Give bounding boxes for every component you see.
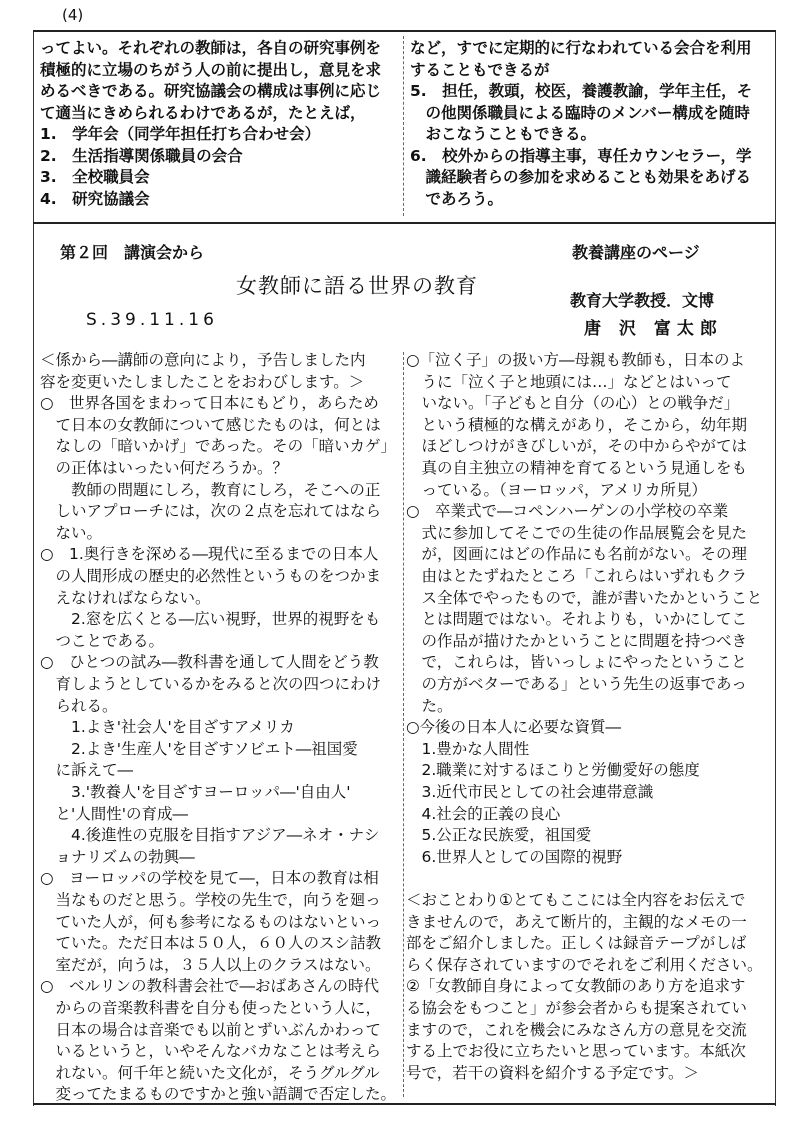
column-divider <box>403 352 404 1097</box>
right-column-line: ○「泣く子」の扱い方―母親も教師も，日本のよ <box>406 351 746 369</box>
right-column-line: る協会をもつこと」が参会者からも提案されてい <box>406 999 748 1017</box>
corner-title: 教養講座のページ <box>572 243 700 262</box>
right-column-line: らく保存されていますのでそれをご利用ください。 <box>406 955 763 974</box>
left-column-line: しいアプローチには，次の２点を忘れてはなら <box>40 502 382 521</box>
left-column-line: ない。 <box>40 523 103 542</box>
top-right-line: 識経験者らの参加を求めることも効果をあげる <box>410 168 752 186</box>
left-column-line: ていた。ただ日本は５０人，６０人のスシ詰教 <box>40 934 382 953</box>
left-column-line: ○ ヨーロッパの学校を見て―，日本の教育は相 <box>40 869 379 888</box>
left-column-line: つことである。 <box>40 631 165 650</box>
lecturer-affiliation: 教育大学教授．文博 <box>570 291 715 310</box>
right-column-line: きませんので，あえて断片的，主観的なメモの一 <box>406 912 747 931</box>
right-column-line: 4.社会的正義の良心 <box>406 804 561 823</box>
top-right-line: の他関係職員による臨時のメンバー構成を随時 <box>410 103 750 122</box>
top-left-line: 積極的に立場のちがう人の前に提出し，意見を求 <box>40 60 382 79</box>
left-column-line: に訴えて― <box>40 761 134 780</box>
left-column-line: 教師の問題にしろ，教育にしろ，そこへの正 <box>40 480 381 499</box>
top-right-line: することもできるが <box>410 60 550 79</box>
top-left-line: 4. 研究協議会 <box>40 189 150 208</box>
right-column-line: 真の自主独立の精神を育てるという見通しをも <box>406 459 748 477</box>
left-column-line: 2.よき'生産人'を目ざすソビエト―祖国愛 <box>40 739 358 758</box>
left-column-line: えなければならない。 <box>40 588 211 607</box>
left-column-line: 2.窓を広くとる―広い視野，世界的視野をも <box>40 610 381 629</box>
series-label: 第２回 講演会から <box>60 243 205 262</box>
left-column-line: の正体はいったい何だろうか。？ <box>40 459 289 477</box>
left-column-line: の人間形成の歴史的必然性というものをつかま <box>40 567 382 585</box>
left-column-line: られる。 <box>40 696 118 715</box>
left-column-line: からの音楽教科書を自分も使ったという人に， <box>40 999 382 1017</box>
left-column-line: ていた人が，何も参考になるものはないといっ <box>40 912 382 931</box>
right-border <box>775 30 776 1106</box>
right-column-line: ス全体でやったもので，誰が書いたかということ <box>406 588 763 607</box>
left-column-line: 育しようとしているかをみると次の四つにわけ <box>40 675 382 693</box>
right-column-line: 部をご紹介しました。正しくは録音テープがしば <box>406 934 747 953</box>
right-column-line: ○今後の日本人に必要な資質― <box>406 718 622 737</box>
right-column-line: 式に参加してそこでの生徒の作品展覧会を見た <box>406 523 748 542</box>
left-column-line: 日本の場合は音楽でも以前とずいぶんかわって <box>40 1020 381 1039</box>
right-column-line: の方がベターである」という先生の返事であっ <box>406 675 747 693</box>
right-column-line: 1.豊かな人間性 <box>406 739 530 758</box>
top-right-line: おこなうこともできる。 <box>410 125 597 143</box>
left-column-line: なしの「暗いかげ」であった。その「暗いカゲ」 <box>40 437 396 456</box>
top-right-line: 5. 担任，教頭，校医，養護教諭，学年主任，そ <box>410 82 753 100</box>
left-column-line: ○ 1.奥行きを深める―現代に至るまでの日本人 <box>40 545 379 564</box>
top-left-line: 3. 全校職員会 <box>40 168 150 186</box>
left-column-line: 容を変更いたしましたことをおわびします。＞ <box>40 372 365 391</box>
right-column-line: ＜おことわり①とてもここには全内容をお伝えで <box>406 891 746 909</box>
top-left-line: て適当にきめられるわけであるが，たとえば， <box>40 103 366 122</box>
section-divider <box>33 222 776 224</box>
left-column-line: 4.後進性の克服を目指すアジア―ネオ・ナシ <box>40 826 380 845</box>
right-column-line: 号で，若干の資料を紹介する予定です。＞ <box>406 1063 699 1082</box>
lecture-date: S.39.11.16 <box>86 310 218 330</box>
article-title: 女教師に語る世界の教育 <box>236 274 478 298</box>
right-column-line: 由はとたずねたところ「これらはいずれもクラ <box>406 567 748 585</box>
lecturer-name: 唐 沢 富太郎 <box>584 319 723 339</box>
left-column-line: ○ ベルリンの教科書会社で―おばあさんの時代 <box>40 977 380 996</box>
right-column-line: た。 <box>406 696 453 715</box>
right-column-line: ②「女教師自身によって女教師のあり方を追求す <box>406 977 746 996</box>
left-column-line: と'人間性'の育成― <box>40 804 189 823</box>
left-column-line: 変ってたまるものですかと強い語調で否定した。 <box>40 1085 396 1104</box>
left-column-line: れない。何千年と続いた文化が，そうグルグル <box>40 1063 380 1082</box>
left-column-line: 3.'教養人'を目ざすヨーロッパ―'自由人' <box>40 783 351 801</box>
right-column-line: する上でお役に立ちたいと思っています。本紙次 <box>406 1042 746 1061</box>
left-column-line: ョナリズムの勃興― <box>40 847 195 866</box>
left-column-line: て日本の女教師について感じたものは，何とは <box>40 415 381 434</box>
right-column-line: とは問題ではない。それよりも，いかにしてこ <box>406 610 748 629</box>
left-column-line: ＜係から―講師の意向により，予告しました内 <box>40 351 366 369</box>
right-column-line: 6.世界人としての国際的視野 <box>406 847 623 866</box>
page-number: (4) <box>62 6 84 24</box>
left-column-line: ○ 世界各国をまわって日本にもどり，あらため <box>40 394 379 413</box>
left-column-line: いるというと，いやそんなバカなことは考えら <box>40 1042 382 1061</box>
top-left-line: 1. 学年会（同学年担任打ち合わせ会） <box>40 125 321 143</box>
right-column-line: っている。（ヨーロッパ，アメリカ所見） <box>406 480 707 499</box>
right-column-line: の作品が描けたかということに問題を持つべき <box>406 631 748 650</box>
right-column-line: ますので，これを機会にみなさん方の意見を交流 <box>406 1020 747 1039</box>
top-column-divider <box>403 36 404 216</box>
right-column-line: が，図画にはどの作品にも名前がない。その理 <box>406 545 748 564</box>
left-column-line: 室だが，向うは，３５人以上のクラスはない。 <box>40 955 381 974</box>
left-column-line: 当なものだと思う。学校の先生で，向うを廻っ <box>40 891 381 909</box>
top-left-line: 2. 生活指導関係職員の会合 <box>40 146 243 165</box>
right-column-line: ほどしつけがきびしいが，その中からやがては <box>406 437 748 456</box>
top-border <box>33 30 776 32</box>
right-column-line: いない。「子どもと自分（の心）との戦争だ」 <box>406 394 740 413</box>
right-column-line: 3.近代市民としての社会連帯意識 <box>406 783 654 801</box>
left-border <box>33 30 34 1106</box>
left-column-line: ○ ひとつの試み―教科書を通して人間をどう教 <box>40 653 379 672</box>
right-column-line: ○ 卒業式で―コペンハーゲンの小学校の卒業 <box>406 502 729 521</box>
right-column-line: という積極的な構えがあり，そこから，幼年期 <box>406 415 748 434</box>
top-right-line: であろう。 <box>410 189 504 208</box>
top-right-line: など，すでに定期的に行なわれている会合を利用 <box>410 39 752 57</box>
right-column-line: うに「泣く子と地頭には…」などとはいって <box>406 372 732 391</box>
left-column-line: 1.よき'社会人'を目ざすアメリカ <box>40 718 295 737</box>
top-left-line: ってよい。それぞれの教師は，各自の研究事例を <box>40 39 382 57</box>
top-left-line: めるべきである。研究協議会の構成は事例に応じ <box>40 82 382 100</box>
right-column-line: 5.公正な民族愛，祖国愛 <box>406 826 592 845</box>
top-right-line: 6. 校外からの指導主事，専任カウンセラー，学 <box>410 146 752 165</box>
right-column-line: 2.職業に対するほこりと労働愛好の態度 <box>406 761 700 780</box>
right-column-line: で，これらは，皆いっしょにやったということ <box>406 653 747 672</box>
